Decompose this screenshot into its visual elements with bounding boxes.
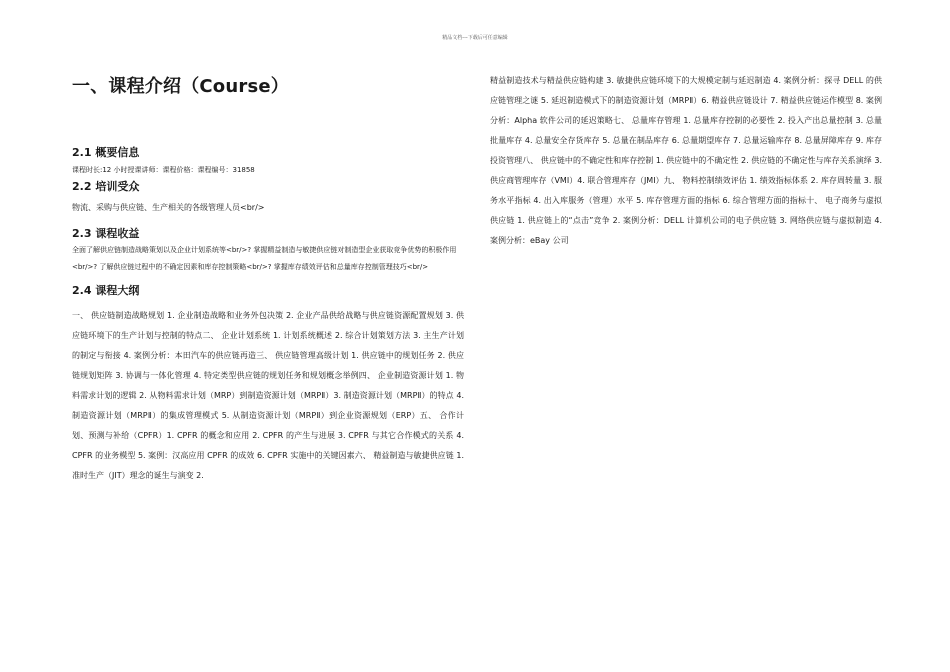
right-column [490, 71, 882, 251]
page-title: 一、课程介绍（Course） [72, 76, 289, 97]
benefits-section [72, 227, 464, 276]
benefits-text: 全面了解供应链制造战略策划以及企业计划系统等<br/>? 掌握精益制造与敏捷供应链对制造型企业获取竞争优势的积极作用<br/>? 了解供应链过程中的不确定因素和库存控制策略<br/>? 掌握库存绩效评估和总量库存控制管理技巧<br/> [72, 246, 457, 271]
audience-text: 物流、采购与供应链、生产相关的各级管理人员<br/> [72, 203, 265, 212]
page-header-note: 精品文档---下载后可任意编辑 [442, 35, 508, 41]
outline-text-right: 精益制造技术与精益供应链构建 3. 敏捷供应链环境下的大规模定制与延迟制造 4. 案例分析：探寻 DELL 的供应链管理之谜 5. 延迟制造模式下的制造资源计划（MRPⅡ）6. 精益供应链设计 7. 精益供应链运作模型 8. 案例分析：Alpha 软件公司的延迟策略七、 总量库存管理 1. 总量库存控制的必要性 2. 投入产出总量控制 3. 总量批量库存 4. 总量安全存货库存 5. 总量在制品库存 6. 总量期望库存 7. 总量运输库存 8. 总量屏障库存 9. 库存投资管理八、 供应链中的不确定性和库存控制 1. 供应链中的不确定性 2. 供应链的不确定性与库存关系演绎 3. 供应商管理库存（VMI）4. 联合管理库存（JMI）九、 物料控制绩效评估 1. 绩效指标体系 2. 库存周转量 3. 服务水平指标 4. 出入库服务（管理）水平 5. 库存管理方面的指标 6. 综合管理方面的指标十、 电子商务与虚拟供应链 1. 供应链上的“点击”竞争 2. 案例分析：DELL 计算机公司的电子供应链 3. 网络供应链与虚拟制造 4. 案例分析：eBay 公司 [490, 76, 882, 245]
outline-heading: 2.4 课程大纲 [72, 284, 140, 297]
outline-section [72, 284, 464, 486]
overview-text: 课程时长:12 小时授课讲师：课程价格：课程编号：31858 [72, 166, 255, 174]
overview-heading: 2.1 概要信息 [72, 146, 140, 159]
outline-text-left: 一、 供应链制造战略规划 1. 企业制造战略和业务外包决策 2. 企业产品供给战略与供应链资源配置规划 3. 供应链环境下的生产计划与控制的特点二、 企业计划系统 1. 计划系统概述 2. 综合计划策划方法 3. 主生产计划的制定与衔接 4. 案例分析：本田汽车的供应链再造三、 供应链管理高级计划 1. 供应链中的规划任务 2. 供应链规划矩阵 3. 协调与一体化管理 4. 特定类型供应链的规划任务和规划概念举例四、 企业制造资源计划 1. 物料需求计划的逻辑 2. 从物料需求计划（MRP）到制造资源计划（MRPⅡ）3. 制造资源计划（MRPⅡ）的特点 4. 制造资源计划（MRPⅡ）的集成管理模式 5. 从制造资源计划（MRPⅡ）到企业资源规划（ERP）五、 合作计划、预测与补给（CPFR）1. CPFR 的概念和应用 2. CPFR 的产生与进展 3. CPFR 与其它合作模式的关系 4. CPFR 的业务模型 5. 案例：汉高应用 CPFR 的成效 6. CPFR 实施中的关键因素六、 精益制造与敏捷供应链 1. 准时生产（JIT）理念的诞生与演变 2. [72, 311, 464, 480]
left-column [72, 146, 464, 486]
audience-section [72, 180, 464, 214]
overview-section [72, 146, 464, 176]
audience-heading: 2.2 培训受众 [72, 180, 140, 193]
benefits-heading: 2.3 课程收益 [72, 227, 140, 240]
